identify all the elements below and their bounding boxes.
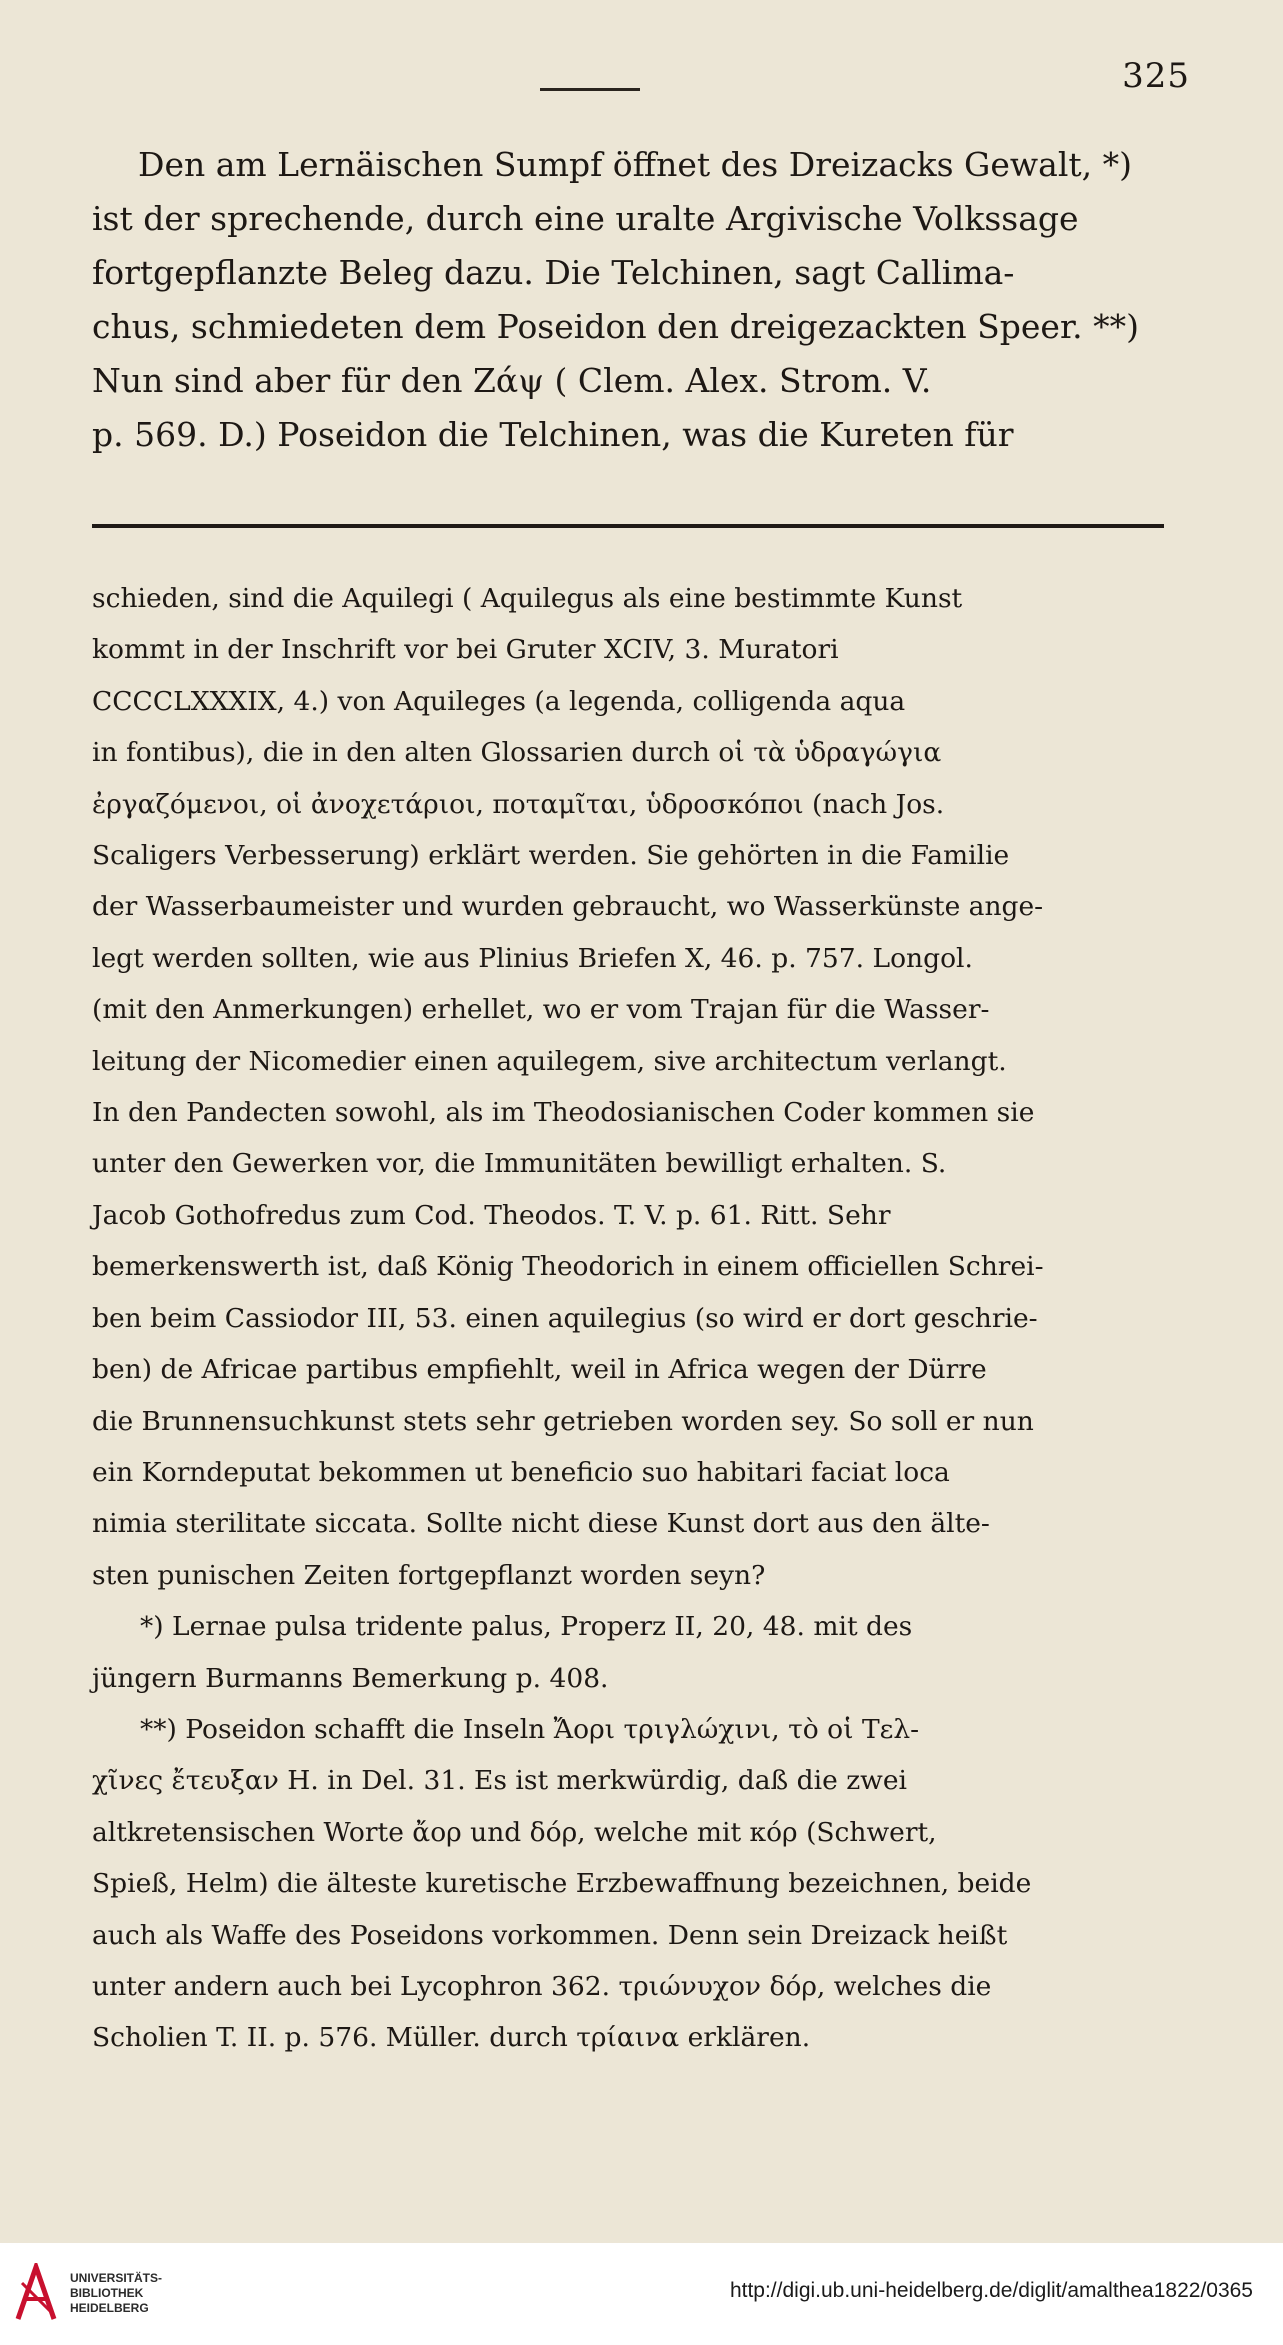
header-rule [540, 88, 640, 91]
note-line: die Brunnensuchkunst stets sehr getrieben worden sey. So soll er nun [92, 1405, 1034, 1437]
note-line: nimia sterilitate siccata. Sollte nicht diese Kunst dort aus den älte- [92, 1508, 990, 1540]
note-line: bemerkenswerth ist, daß König Theodorich in einem officiellen Schrei- [92, 1251, 1044, 1283]
note-line: legt werden sollten, wie aus Plinius Briefen X, 46. p. 757. Longol. [92, 942, 973, 974]
text-line: fortgepflanzte Beleg dazu. Die Telchinen, sagt Callima- [92, 253, 1015, 292]
page-number: 325 [1122, 56, 1190, 96]
note-line: unter den Gewerken vor, die Immunitäten bewilligt erhalten. S. [92, 1148, 947, 1180]
footnote-2-line: unter andern auch bei Lycophron 362. τριώνυχον δόρ, welches die [92, 1970, 992, 2002]
text-line: chus, schmiedeten dem Poseidon den dreigezackten Speer. **) [92, 307, 1139, 346]
text-line: Nun sind aber für den Ζάψ ( Clem. Alex. Strom. V. [92, 361, 932, 400]
footnote-separator [92, 524, 1164, 528]
text-line: p. 569. D.) Poseidon die Telchinen, was die Kureten für [92, 415, 1014, 454]
library-logo-icon [14, 2263, 58, 2323]
note-line: der Wasserbaumeister und wurden gebraucht, wo Wasserkünste ange- [92, 891, 1044, 923]
footnote-1-line: jüngern Burmanns Bemerkung p. 408. [92, 1662, 609, 1694]
footnote-text [92, 573, 1172, 2064]
text-line: Den am Lernäischen Sumpf öffnet des Dreizacks Gewalt, *) [138, 145, 1132, 184]
note-line: ben) de Africae partibus empfiehlt, weil in Africa wegen der Dürre [92, 1354, 987, 1386]
footnote-2-line: Spieß, Helm) die älteste kuretische Erzbewaffnung bezeichnen, beide [92, 1868, 1032, 1900]
text-line: ist der sprechende, durch eine uralte Argivische Volkssage [92, 199, 1079, 238]
note-line: ἐργαζόμενοι, οἱ ἀνοχετάριοι, ποταμῖται, ὑδροσκόποι (nach Jos. [92, 788, 945, 820]
note-line: ein Korndeputat bekommen ut beneficio suo habitari faciat loca [92, 1456, 950, 1488]
footnote-2-line: **) Poseidon schafft die Inseln Ἄορι τριγλώχινι, τὸ οἱ Τελ- [140, 1713, 920, 1745]
note-line: In den Pandecten sowohl, als im Theodosianischen Coder kommen sie [92, 1097, 1035, 1129]
footnote-2-line: Scholien T. II. p. 576. Müller. durch τρίαινα erklären. [92, 2022, 811, 2054]
note-line: kommt in der Inschrift vor bei Gruter XCIV, 3. Muratori [92, 634, 839, 666]
source-url-link[interactable]: http://digi.ub.uni-heidelberg.de/diglit/amalthea1822/0365 [729, 2279, 1253, 2302]
note-line: Scaligers Verbesserung) erklärt werden. Sie gehörten in die Familie [92, 840, 1010, 872]
note-line: in fontibus), die in den alten Glossarien durch οἱ τὰ ὑδραγώγια [92, 737, 942, 769]
note-line: leitung der Nicomedier einen aquilegem, sive architectum verlangt. [92, 1045, 1007, 1077]
note-line: schieden, sind die Aquilegi ( Aquilegus als eine bestimmte Kunst [92, 583, 963, 614]
library-footer [0, 2243, 1283, 2345]
footnote-1-line: *) Lernae pulsa tridente palus, Properz II, 20, 48. mit des [140, 1611, 913, 1643]
note-line: Jacob Gothofredus zum Cod. Theodos. T. V. p. 61. Ritt. Sehr [92, 1199, 891, 1231]
note-line: CCCCLXXXIX, 4.) von Aquileges (a legenda, colligenda aqua [92, 685, 906, 717]
main-text [92, 138, 1172, 462]
footnote-2-line: auch als Waffe des Poseidons vorkommen. Denn sein Dreizack heißt [92, 1919, 1008, 1951]
note-line: ben beim Cassiodor III, 53. einen aquilegius (so wird er dort geschrie- [92, 1302, 1038, 1334]
footnote-2-line: altkretensischen Worte ἄορ und δόρ, welche mit κόρ (Schwert, [92, 1816, 937, 1848]
footnote-2-line: χῖνες ἔτευξαν H. in Del. 31. Es ist merkwürdig, daß die zwei [92, 1765, 907, 1797]
note-line: sten punischen Zeiten fortgepflanzt worden seyn? [92, 1559, 766, 1591]
institution-name: UNIVERSITÄTS- BIBLIOTHEK HEIDELBERG [70, 2271, 163, 2315]
note-line: (mit den Anmerkungen) erhellet, wo er vom Trajan für die Wasser- [92, 994, 990, 1026]
